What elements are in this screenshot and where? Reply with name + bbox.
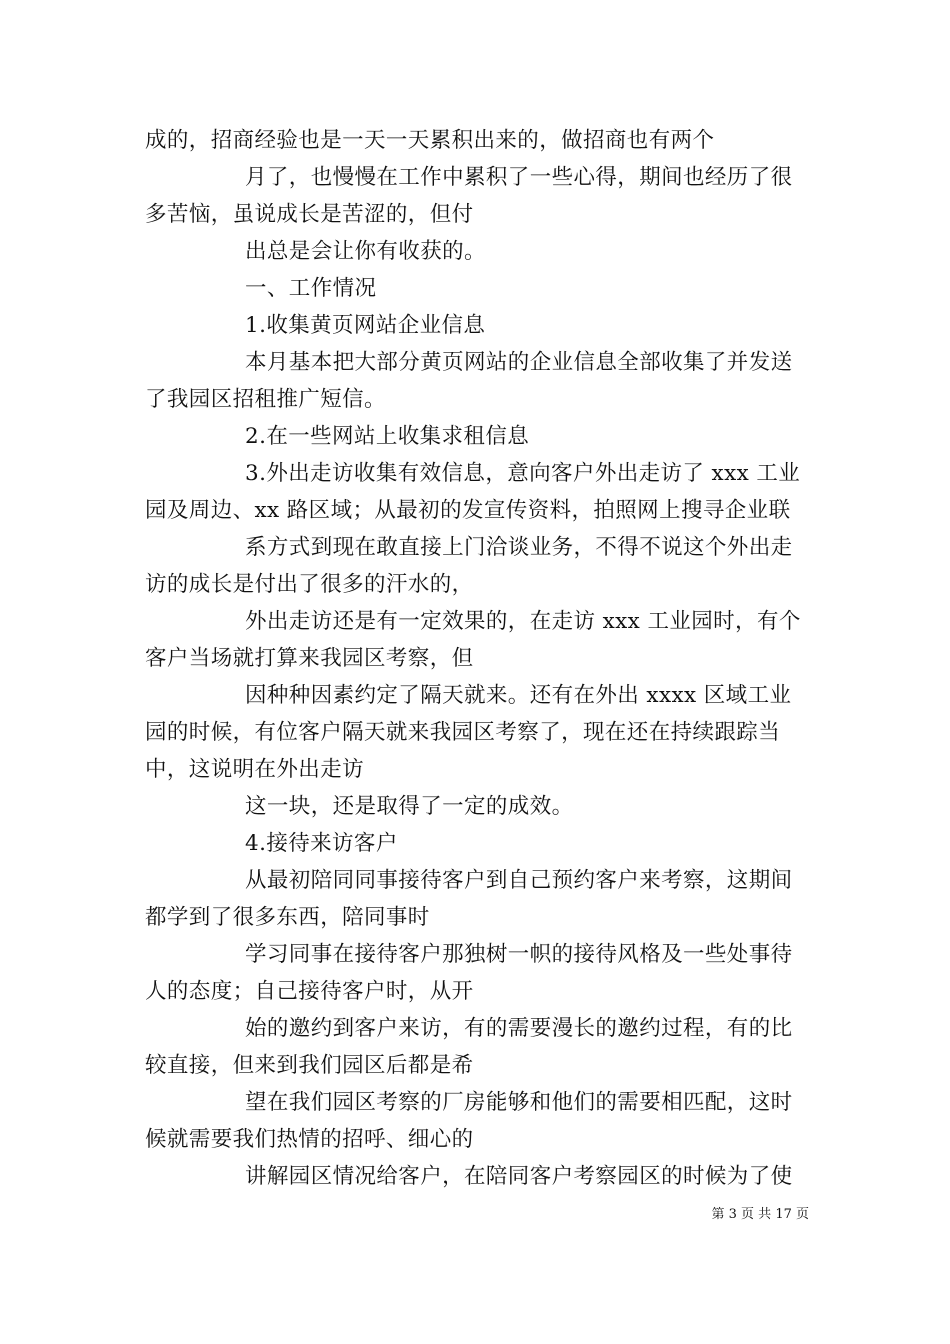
text-line: 园及周边、xx 路区域；从最初的发宣传资料，拍照网上搜寻企业联 [145,498,791,523]
text-line: 一、工作情况 [245,276,377,301]
text-line: 4.接待来访客户 [245,831,398,856]
document-body [145,122,810,1195]
text-line: 候就需要我们热情的招呼、细心的 [145,1127,474,1152]
text-line: 学习同事在接待客户那独树一帜的接待风格及一些处事待 [245,942,793,967]
text-line: 都学到了很多东西，陪同事时 [145,905,430,930]
text-line: 客户当场就打算来我园区考察，但 [145,646,474,671]
text-line: 月了，也慢慢在工作中累积了一些心得，期间也经历了很 [245,165,793,190]
text-line: 这一块，还是取得了一定的成效。 [245,794,574,819]
text-line: 人的态度；自己接待客户时，从开 [145,979,474,1004]
text-line: 系方式到现在敢直接上门洽谈业务，不得不说这个外出走 [245,535,793,560]
text-line: 本月基本把大部分黄页网站的企业信息全部收集了并发送 [245,350,793,375]
text-line: 因种种因素约定了隔天就来。还有在外出 xxxx 区域工业 [245,683,792,708]
text-line: 了我园区招租推广短信。 [145,387,386,412]
text-line: 外出走访还是有一定效果的，在走访 xxx 工业园时，有个 [245,609,801,634]
text-line: 园的时候，有位客户隔天就来我园区考察了，现在还在持续跟踪当 [145,720,781,745]
text-line: 望在我们园区考察的厂房能够和他们的需要相匹配，这时 [245,1090,793,1115]
text-line: 较直接，但来到我们园区后都是希 [145,1053,474,1078]
text-line: 1.收集黄页网站企业信息 [245,313,486,338]
text-line: 出总是会让你有收获的。 [245,239,486,264]
text-line: 讲解园区情况给客户，在陪同客户考察园区的时候为了使 [245,1164,793,1189]
text-line: 成的，招商经验也是一天一天累积出来的，做招商也有两个 [145,128,715,153]
text-line: 从最初陪同同事接待客户到自己预约客户来考察，这期间 [245,868,793,893]
text-line: 中，这说明在外出走访 [145,757,365,782]
page-number: 第 3 页 共 17 页 [711,1207,809,1222]
text-line: 2.在一些网站上收集求租信息 [245,424,530,449]
text-line: 始的邀约到客户来访，有的需要漫长的邀约过程，有的比 [245,1016,793,1041]
text-line: 3.外出走访收集有效信息，意向客户外出走访了 xxx 工业 [245,461,801,486]
text-line: 多苦恼，虽说成长是苦涩的，但付 [145,202,474,227]
text-line: 访的成长是付出了很多的汗水的， [145,572,474,597]
